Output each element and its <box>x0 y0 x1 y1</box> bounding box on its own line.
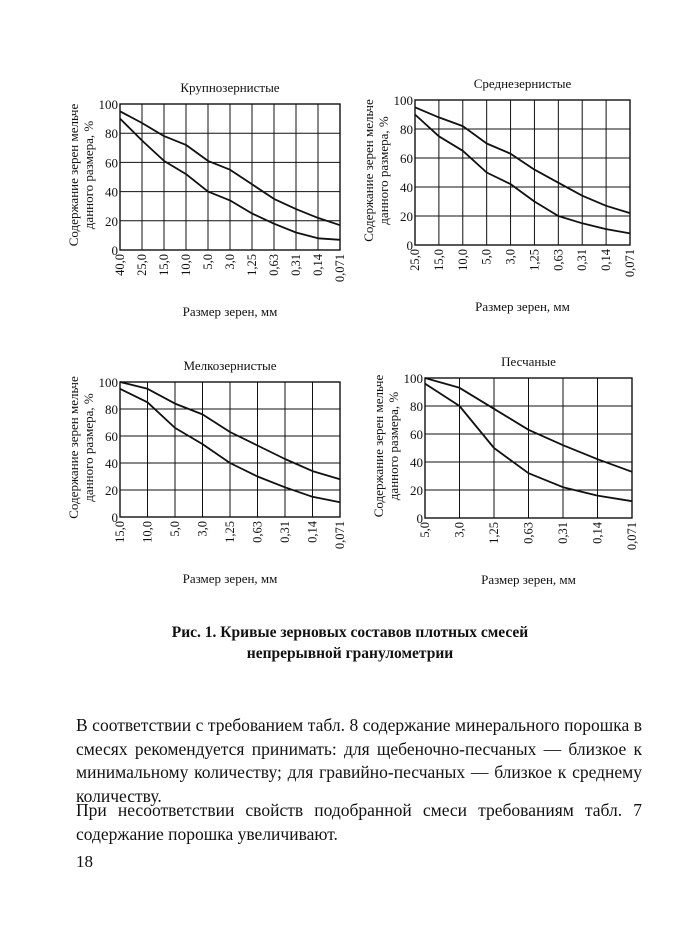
y-tick-label: 40 <box>410 455 423 470</box>
y-axis-label-line-1: Содержание зерен мельче <box>361 99 376 242</box>
y-tick-label: 20 <box>410 483 423 498</box>
y-axis-label-line-1: Содержание зерен мельче <box>371 374 386 518</box>
y-tick-label: 0 <box>406 238 413 253</box>
x-tick-label: 1,25 <box>527 249 542 271</box>
chart-medium <box>360 76 645 326</box>
figure-caption <box>0 622 700 664</box>
y-tick-label: 60 <box>105 429 118 444</box>
y-tick-label: 20 <box>105 213 118 229</box>
x-tick-label: 0,071 <box>333 521 347 550</box>
y-tick-label: 0 <box>111 510 118 525</box>
x-tick-label: 0,14 <box>599 249 614 271</box>
chart-svg <box>66 76 355 326</box>
x-tick-label: 3,0 <box>503 249 518 265</box>
y-axis-label-line-2: данного размера, % <box>81 393 96 502</box>
x-axis-label: Размер зерен, мм <box>182 304 278 319</box>
y-axis-label-line-1: Содержание зерен мельче <box>66 376 81 519</box>
x-tick-label: 0,071 <box>625 522 639 551</box>
x-tick-label: 0,31 <box>278 521 292 543</box>
x-tick-label: 5,0 <box>201 254 215 270</box>
x-tick-label: 0,31 <box>556 522 570 544</box>
y-tick-label: 0 <box>111 243 118 258</box>
x-axis-label: Размер зерен, мм <box>481 572 576 587</box>
x-tick-label: 15,0 <box>157 254 171 276</box>
paragraph-2: При несоответствии свойств подобранной смеси требованиям табл. 7 содержание порошка увеличивают. <box>76 800 642 844</box>
x-tick-label: 0,14 <box>311 254 325 276</box>
x-tick-label: 0,31 <box>575 249 590 271</box>
chart-svg <box>360 76 645 326</box>
x-tick-label: 5,0 <box>168 521 182 537</box>
y-axis-label-line-2: данного размера, % <box>386 391 401 501</box>
x-tick-label: 0,071 <box>623 249 637 278</box>
caption-line-2: непрерывной гранулометрии <box>246 645 454 662</box>
x-tick-label: 40,0 <box>113 254 127 276</box>
y-tick-label: 100 <box>98 375 118 390</box>
x-tick-label: 1,25 <box>245 254 259 276</box>
chart-title: Мелкозернистые <box>183 358 277 373</box>
chart-sandy <box>360 345 645 595</box>
x-tick-label: 10,0 <box>140 521 155 543</box>
x-tick-label: 3,0 <box>195 521 210 537</box>
y-tick-label: 20 <box>400 209 413 224</box>
x-tick-label: 0,31 <box>289 254 303 276</box>
x-tick-label: 3,0 <box>452 522 467 538</box>
y-tick-label: 80 <box>400 122 413 137</box>
y-axis-label-line-1: Содержание зерен мельче <box>66 103 81 247</box>
y-tick-label: 80 <box>105 402 118 417</box>
x-tick-label: 1,25 <box>223 521 237 543</box>
chart-fine <box>66 345 355 595</box>
caption-line-1: Рис. 1. Кривые зерновых составов плотных смесей <box>171 624 529 641</box>
x-tick-label: 10,0 <box>179 254 193 276</box>
y-tick-label: 20 <box>105 483 118 498</box>
x-tick-label: 15,0 <box>431 249 446 271</box>
y-tick-label: 60 <box>410 427 423 442</box>
y-axis-label-line-2: данного размера, % <box>81 120 96 230</box>
y-tick-label: 100 <box>393 93 413 108</box>
y-tick-label: 60 <box>400 151 413 166</box>
chart-title: Песчаные <box>501 354 556 369</box>
x-tick-label: 1,25 <box>487 522 501 544</box>
x-axis-label: Размер зерен, мм <box>475 299 570 314</box>
y-tick-label: 80 <box>105 126 118 142</box>
x-tick-label: 0,14 <box>305 521 320 543</box>
x-tick-label: 5,0 <box>479 249 494 265</box>
x-tick-label: 0,071 <box>333 254 347 283</box>
x-tick-label: 5,0 <box>418 522 432 538</box>
x-tick-label: 0,63 <box>551 249 566 271</box>
paragraph-1: В соответствии с требованием табл. 8 содержание минерального порошка в смесях рекомендуется принимать: для щебеночно-песчаных — близкое к минимальному количеству; для гравийно-песчаных — близкое к среднему количеству. <box>76 715 642 806</box>
y-tick-label: 60 <box>105 155 118 171</box>
chart-title: Среднезернистые <box>473 76 572 91</box>
x-tick-label: 10,0 <box>455 249 470 271</box>
x-tick-label: 25,0 <box>135 254 149 276</box>
x-tick-label: 0,63 <box>267 254 281 276</box>
series-line-upper <box>415 107 630 213</box>
plot-frame <box>415 100 630 245</box>
chart-svg <box>360 345 645 595</box>
chart-coarse <box>66 76 355 326</box>
x-tick-label: 3,0 <box>223 254 237 270</box>
x-tick-label: 25,0 <box>408 249 422 271</box>
y-tick-label: 40 <box>105 456 118 471</box>
x-tick-label: 0,63 <box>521 522 536 544</box>
page-number: 18 <box>76 852 93 871</box>
x-axis-label: Размер зерен, мм <box>182 571 278 586</box>
chart-title: Крупнозернистые <box>180 80 280 95</box>
y-tick-label: 40 <box>105 184 118 200</box>
chart-svg <box>66 345 355 595</box>
y-tick-label: 80 <box>410 399 423 414</box>
y-axis-label-line-2: данного размера, % <box>376 116 391 225</box>
y-tick-label: 40 <box>400 180 413 195</box>
x-tick-label: 0,14 <box>590 522 605 544</box>
y-tick-label: 100 <box>98 97 118 112</box>
x-tick-label: 0,63 <box>250 521 265 543</box>
y-tick-label: 100 <box>403 371 423 386</box>
y-tick-label: 0 <box>416 511 423 526</box>
x-tick-label: 15,0 <box>113 521 127 543</box>
